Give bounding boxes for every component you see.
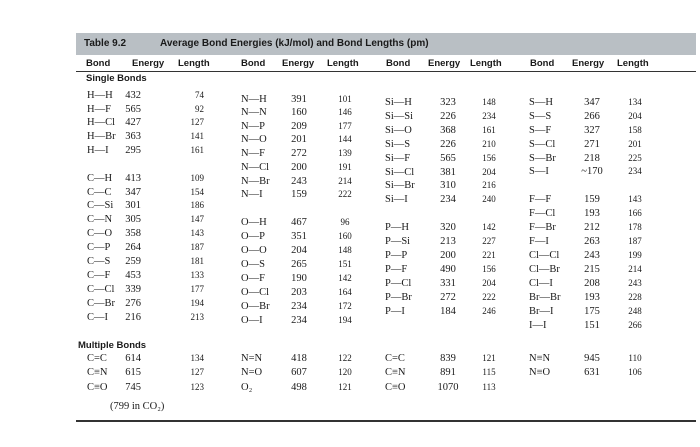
length-cell: 127 [190,117,204,127]
length-cell: 156 [482,264,496,274]
footnote: (799 in CO₂) [110,401,165,412]
length-cell: 187 [190,242,204,252]
energy-cell: 347 [584,97,600,108]
energy-cell: 272 [440,292,456,303]
col-energy-2: Energy [282,58,315,69]
energy-cell: 1070 [437,382,459,393]
bond-cell: Si—Cl [385,167,415,178]
col-bond-1: Bond [86,58,111,69]
bond-cell: N—N [241,107,267,118]
bond-cell: C—S [87,256,111,267]
energy-cell: 272 [291,148,307,159]
bond-cell: C—F [87,270,111,281]
bond-cell: C—N [87,214,113,225]
length-cell: 228 [628,292,642,302]
energy-cell: 216 [125,312,141,323]
bond-cell: C≡O [385,382,406,393]
bond-cell: C≡N [87,367,108,378]
bond-cell: C—Si [87,200,114,211]
length-cell: 115 [482,367,496,377]
length-cell: 139 [338,148,352,158]
energy-cell: 243 [584,250,600,261]
length-cell: 122 [338,353,352,363]
bond-cell: C=C [87,353,107,364]
energy-cell: 234 [291,315,307,326]
length-cell: 234 [628,166,642,176]
col-length-1: Length [178,58,210,69]
bond-cell: N—F [241,148,265,159]
length-cell: 214 [628,264,642,274]
energy-cell: 295 [125,145,141,156]
energy-cell: 301 [125,200,141,211]
energy-cell: 351 [291,231,307,242]
length-cell: 187 [628,236,642,246]
bond-cell: C=C [385,353,405,364]
bond-cell: P—H [385,222,409,233]
bond-cell: Si—Si [385,111,414,122]
bond-cell: O—Br [241,301,270,312]
bond-cell: Cl—Br [529,264,560,275]
energy-cell: 427 [125,117,141,128]
energy-cell: 615 [125,367,141,378]
bond-cell: C—H [87,173,113,184]
energy-cell: 331 [440,278,456,289]
bond-cell: O—H [241,217,267,228]
table-number: Table 9.2 [84,38,127,49]
energy-cell: 218 [584,153,600,164]
length-cell: 96 [340,217,350,227]
length-cell: 210 [482,139,496,149]
length-cell: 221 [482,250,496,260]
length-cell: 178 [628,222,642,232]
bond-cell: O—O [241,245,267,256]
energy-cell: 175 [584,306,600,317]
bond-cell: H—Br [87,131,116,142]
length-cell: 148 [338,245,352,255]
length-cell: 166 [628,208,642,218]
energy-cell: 193 [584,292,600,303]
energy-cell: 339 [125,284,141,295]
length-cell: 266 [628,320,642,330]
bond-cell: Cl—I [529,278,553,289]
energy-cell: 263 [584,236,600,247]
length-cell: 146 [338,107,352,117]
bond-cell: P—F [385,264,408,275]
length-cell: 234 [482,111,496,121]
bond-cell: S—Cl [529,139,556,150]
length-cell: 142 [482,222,496,232]
bond-cell: S—H [529,97,553,108]
bond-cell: F—Br [529,222,556,233]
length-cell: 191 [338,162,352,172]
bond-cell: N—Br [241,176,270,187]
bond-cell: S—S [529,111,552,122]
length-cell: 156 [482,153,496,163]
length-cell: 248 [628,306,642,316]
length-cell: 204 [628,111,642,121]
length-cell: 225 [628,153,642,163]
bond-cell: F—I [529,236,549,247]
length-cell: 199 [628,250,642,260]
energy-cell: 631 [584,367,600,378]
length-cell: 121 [338,382,352,392]
energy-cell: 945 [584,353,600,364]
energy-cell: ~170 [581,166,603,177]
length-cell: 194 [190,298,204,308]
length-cell: 181 [190,256,204,266]
col-bond-2: Bond [241,58,266,69]
length-cell: 246 [482,306,496,316]
bond-cell: H—F [87,104,111,115]
length-cell: 177 [190,284,204,294]
bond-cell: N—H [241,94,267,105]
length-cell: 144 [338,134,352,144]
length-cell: 134 [190,353,204,363]
section-single-bonds: Single Bonds [86,73,147,84]
length-cell: 147 [190,214,204,224]
bond-cell: O—I [241,315,263,326]
col-length-2: Length [327,58,359,69]
energy-cell: 201 [291,134,307,145]
length-cell: 110 [628,353,642,363]
energy-cell: 208 [584,278,600,289]
length-cell: 154 [190,187,204,197]
energy-cell: 413 [125,173,141,184]
energy-cell: 745 [125,382,141,393]
energy-cell: 259 [125,256,141,267]
bond-cell: H—H [87,90,113,101]
length-cell: 120 [338,367,352,377]
length-cell: 164 [338,287,352,297]
length-cell: 201 [628,139,642,149]
energy-cell: 391 [291,94,307,105]
length-cell: 143 [190,228,204,238]
length-cell: 113 [482,382,496,392]
bond-cell: O—Cl [241,287,270,298]
length-cell: 161 [482,125,496,135]
length-cell: 172 [338,301,352,311]
bond-cell: N—Cl [241,162,270,173]
length-cell: 158 [628,125,642,135]
bond-cell: C—Br [87,298,116,309]
bond-cell: O—F [241,273,265,284]
col-length-4: Length [617,58,649,69]
length-cell: 243 [628,278,642,288]
energy-cell: 265 [291,259,307,270]
bond-cell: Si—S [385,139,411,150]
length-cell: 240 [482,194,496,204]
length-cell: 194 [338,315,352,325]
bond-cell: C≡O [87,382,108,393]
bottom-rule [76,420,696,422]
energy-cell: 347 [125,187,141,198]
length-cell: 160 [338,231,352,241]
bond-cell: S—F [529,125,552,136]
bond-cell: N=O [241,367,263,378]
energy-cell: 226 [440,139,456,150]
col-length-3: Length [470,58,502,69]
bond-cell: S—Br [529,153,556,164]
energy-cell: 327 [584,125,600,136]
length-cell: 123 [190,382,204,392]
length-cell: 109 [190,173,204,183]
energy-cell: 184 [440,306,456,317]
length-cell: 213 [190,312,204,322]
length-cell: 222 [482,292,496,302]
energy-cell: 243 [291,176,307,187]
bond-cell: P—P [385,250,408,261]
bond-cell: N—O [241,134,267,145]
length-cell: 142 [338,273,352,283]
length-cell: 92 [195,104,204,114]
bond-cell: Si—F [385,153,411,164]
bond-cell: O—P [241,231,265,242]
length-cell: 214 [338,176,352,186]
col-bond-4: Bond [530,58,555,69]
energy-cell: 193 [584,208,600,219]
energy-cell: 323 [440,97,456,108]
energy-cell: 200 [440,250,456,261]
bond-cell: C—I [87,312,108,323]
energy-cell: 151 [584,320,600,331]
length-cell: 106 [628,367,642,377]
col-bond-3: Bond [386,58,411,69]
energy-cell: 234 [440,194,456,205]
bond-cell: C—P [87,242,111,253]
length-cell: 101 [338,94,352,104]
energy-cell: 234 [291,301,307,312]
energy-cell: 160 [291,107,307,118]
bond-cell: F—F [529,194,552,205]
bond-cell: I—I [529,320,547,331]
length-cell: 133 [190,270,204,280]
bond-cell: Si—O [385,125,412,136]
energy-cell: 432 [125,90,141,101]
energy-cell: 490 [440,264,456,275]
bond-cell: N—I [241,189,263,200]
length-cell: 161 [190,145,204,155]
energy-cell: 381 [440,167,456,178]
energy-cell: 271 [584,139,600,150]
energy-cell: 159 [291,189,307,200]
energy-cell: 363 [125,131,141,142]
bond-cell: N=N [241,353,263,364]
energy-cell: 226 [440,111,456,122]
energy-cell: 266 [584,111,600,122]
length-cell: 204 [482,278,496,288]
length-cell: 148 [482,97,496,107]
col-energy-4: Energy [572,58,605,69]
energy-cell: 213 [440,236,456,247]
energy-cell: 453 [125,270,141,281]
energy-cell: 190 [291,273,307,284]
bond-cell: C—C [87,187,112,198]
length-cell: 141 [190,131,204,141]
col-energy-3: Energy [428,58,461,69]
length-cell: 143 [628,194,642,204]
bond-cell: S—I [529,166,549,177]
energy-cell: 310 [440,180,456,191]
length-cell: 127 [190,367,204,377]
table-header-bar [76,33,696,55]
energy-cell: 204 [291,245,307,256]
bond-cell: O—S [241,259,265,270]
energy-cell: 212 [584,222,600,233]
bond-cell: F—Cl [529,208,556,219]
energy-cell: 839 [440,353,456,364]
energy-cell: 607 [291,367,307,378]
bond-cell: N—P [241,121,265,132]
length-cell: 151 [338,259,352,269]
energy-cell: 320 [440,222,456,233]
length-cell: 134 [628,97,642,107]
bond-cell: O₂ [241,382,253,393]
section-multiple-bonds: Multiple Bonds [78,340,147,351]
energy-cell: 305 [125,214,141,225]
bond-cell: H—I [87,145,109,156]
bond-cell: H—Cl [87,117,116,128]
length-cell: 222 [338,189,352,199]
energy-cell: 200 [291,162,307,173]
bond-cell: Si—Br [385,180,415,191]
bond-cell: P—Cl [385,278,412,289]
bond-cell: C—Cl [87,284,115,295]
bond-cell: Br—I [529,306,554,317]
table-title: Average Bond Energies (kJ/mol) and Bond Lengths (pm) [160,38,429,49]
energy-cell: 418 [291,353,307,364]
energy-cell: 467 [291,217,307,228]
bond-cell: Si—I [385,194,408,205]
length-cell: 177 [338,121,352,131]
energy-cell: 276 [125,298,141,309]
header-rule [76,71,696,72]
bond-cell: N≡O [529,367,551,378]
length-cell: 74 [195,90,204,100]
length-cell: 204 [482,167,496,177]
col-energy-1: Energy [132,58,165,69]
energy-cell: 614 [125,353,141,364]
bond-cell: Br—Br [529,292,561,303]
bond-cell: P—Si [385,236,411,247]
length-cell: 227 [482,236,496,246]
length-cell: 216 [482,180,496,190]
bond-cell: N≡N [529,353,551,364]
energy-cell: 159 [584,194,600,205]
length-cell: 186 [190,200,204,210]
energy-cell: 368 [440,125,456,136]
energy-cell: 215 [584,264,600,275]
energy-cell: 209 [291,121,307,132]
bond-cell: Si—H [385,97,412,108]
bond-cell: P—Br [385,292,412,303]
energy-cell: 891 [440,367,456,378]
energy-cell: 565 [125,104,141,115]
energy-cell: 264 [125,242,141,253]
bond-cell: C≡N [385,367,406,378]
bond-cell: C—O [87,228,113,239]
energy-cell: 358 [125,228,141,239]
bond-cell: P—I [385,306,405,317]
energy-cell: 565 [440,153,456,164]
length-cell: 121 [482,353,496,363]
bond-cell: Cl—Cl [529,250,560,261]
energy-cell: 498 [291,382,307,393]
energy-cell: 203 [291,287,307,298]
